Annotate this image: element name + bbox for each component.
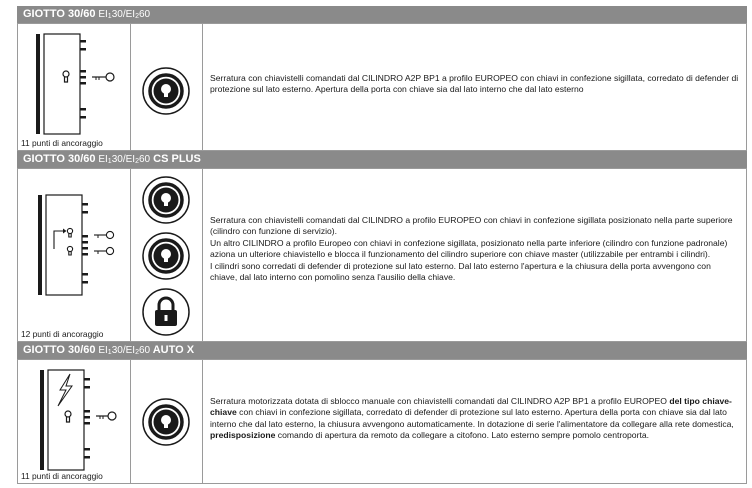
- description-text: con chiavi in confezione sigillata, corredato di defender di protezione sul lato esterno. Apertura della porta con chiave sia dal lato interno che dal lato esterno, la chiusura avvengono automaticamente. In dotazione di serie l'alimentatore da collegare alla rete domestica,: [210, 407, 734, 429]
- description-cell: [202, 360, 746, 483]
- section-row-giotto: [17, 23, 747, 151]
- lock-diagram: [18, 360, 130, 470]
- lock-description: [210, 396, 740, 442]
- feature-icons-cell: [130, 24, 203, 150]
- product-sheet: [17, 6, 747, 484]
- feature-icons-cell: [130, 360, 203, 483]
- lock-diagram: [18, 24, 130, 134]
- lock-description: [210, 215, 740, 283]
- lightning-icon: [58, 374, 72, 406]
- section-rating: $EI_130/EI_260$: [95, 345, 151, 356]
- section-variant: AUTO X: [150, 344, 195, 356]
- section-title: GIOTTO 30/60: [23, 153, 96, 165]
- feature-icons-cell: [130, 169, 203, 341]
- description-text: Serratura motorizzata dotata di sblocco manuale con chiavistelli comandati dal CILINDRO A2P BP1 a profilo EUROPEO: [210, 396, 670, 406]
- description-emphasis: predisposizione: [210, 430, 276, 441]
- description-emphasis: del tipo chiave-chiave: [210, 396, 732, 418]
- description-cell: [202, 24, 746, 150]
- anchor-points-label: 11 punti di ancoraggio: [21, 138, 103, 148]
- section-header-giotto: [17, 6, 747, 23]
- section-header-giotto-cs-plus: [17, 151, 747, 168]
- cylinder-defender-icon: [141, 231, 191, 281]
- lock-diagram-cell: [18, 24, 131, 150]
- description-paragraph: I cilindri sono corredati di defender di protezione sul lato esterno. Dal lato esterno l'apertura e la chiusura della porta avvengono con chiave, dal lato interno con pomolino senza l'ausilio della chiave.: [210, 260, 711, 283]
- section-row-giotto-cs-plus: [17, 168, 747, 342]
- section-variant: CS PLUS: [150, 153, 201, 165]
- lock-diagram-cell: [18, 360, 131, 483]
- padlock-icon: [141, 287, 191, 337]
- lock-diagram: [18, 185, 130, 315]
- cylinder-defender-icon: [141, 175, 191, 225]
- cylinder-defender-icon: [141, 66, 191, 116]
- cylinder-defender-icon: [141, 397, 191, 447]
- lock-diagram-cell: [18, 169, 131, 341]
- description-paragraph: Un altro CILINDRO a profilo Europeo con chiavi in confezione sigillata, posizionato nella parte inferiore (cilindro con funzione padronale) aziona un ulteriore chiavistello e blocca il funzionamento del cilindro superiore con chiave master (utilizzabile per entrambi i cilindri).: [210, 237, 728, 260]
- anchor-points-label: 12 punti di ancoraggio: [21, 329, 104, 339]
- section-rating: $EI_130/EI_260$: [95, 154, 151, 165]
- lock-description: Serratura con chiavistelli comandati dal CILINDRO A2P BP1 a profilo EUROPEO con chiavi in confezione sigillata, corredato di defender di protezione sul lato esterno. Apertura della porta con chiave sia dal lato interno che dal lato esterno: [210, 73, 739, 95]
- description-paragraph: Serratura con chiavistelli comandati dal CILINDRO a profilo EUROPEO con chiavi in confezione sigillata posizionato nella parte superiore (cilindro con funzione di servizio).: [210, 215, 733, 237]
- anchor-points-label: 11 punti di ancoraggio: [21, 471, 103, 481]
- section-title: GIOTTO 30/60: [23, 344, 96, 356]
- description-cell: [202, 169, 746, 341]
- section-title: GIOTTO 30/60: [23, 8, 96, 20]
- section-rating: $EI_130/EI_260$: [95, 9, 151, 20]
- description-text: comando di apertura da remoto da collegare a citofono. Lato esterno sempre pomolo centroporta.: [275, 430, 649, 441]
- section-header-giotto-auto-x: [17, 342, 747, 359]
- section-row-giotto-auto-x: [17, 359, 747, 484]
